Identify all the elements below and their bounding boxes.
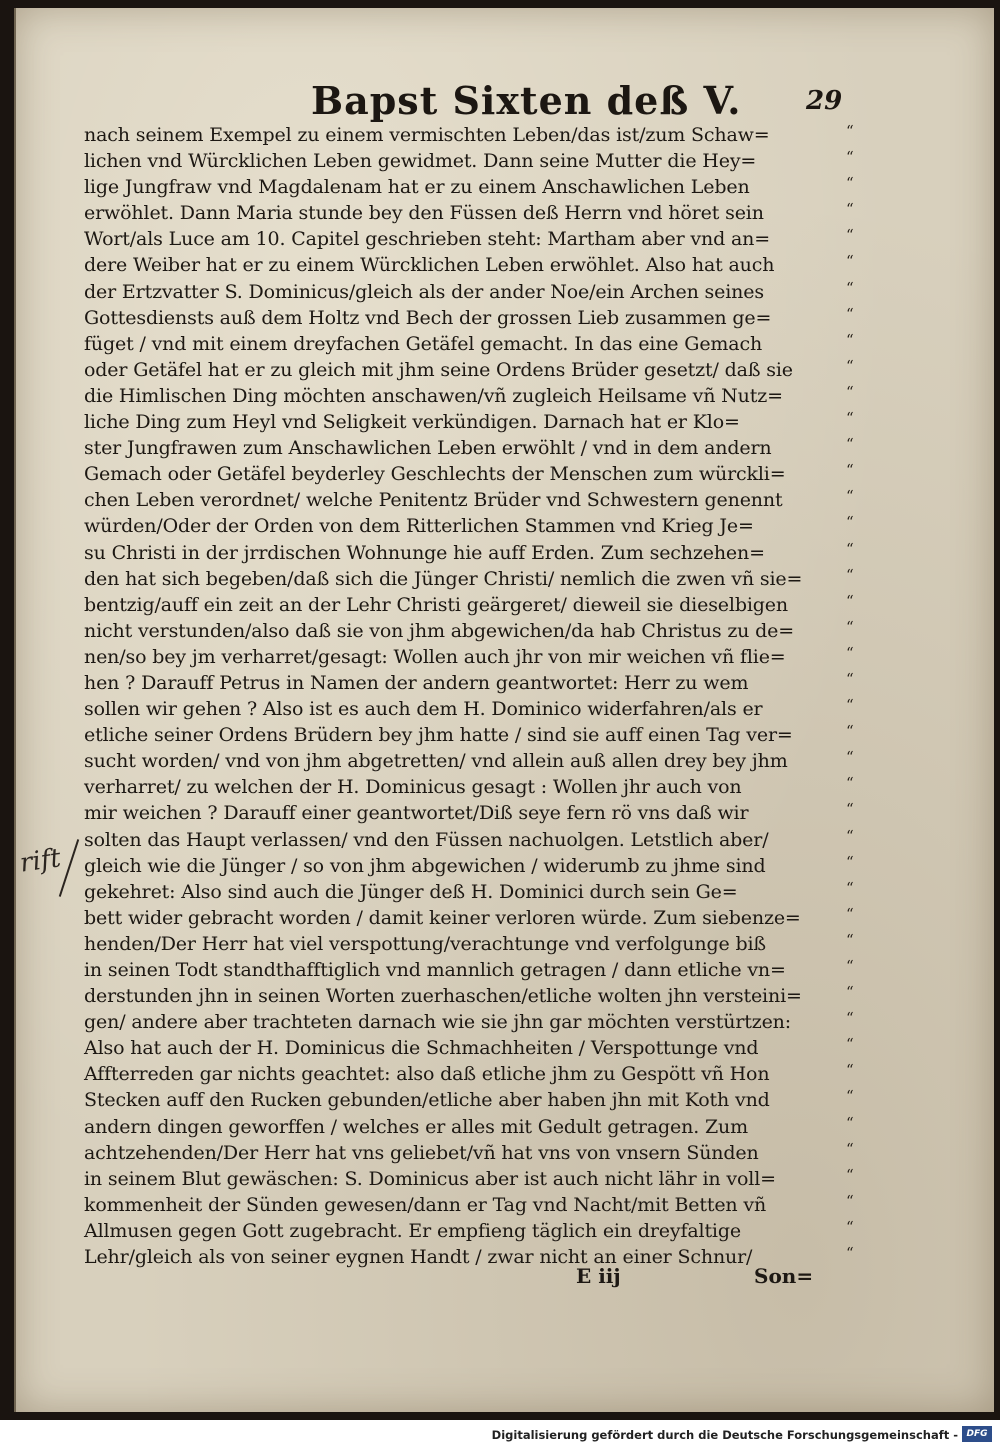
quote-mark: “ xyxy=(846,800,854,819)
text-line: Gottesdiensts auß dem Holtz vnd Bech der grossen Lieb zusammen ge= xyxy=(84,306,772,329)
text-line: hen ? Darauff Petrus in Namen der andern geantwortet: Herr zu wem xyxy=(84,671,749,694)
quote-mark: “ xyxy=(846,774,854,793)
quote-mark: “ xyxy=(846,539,854,558)
text-line: henden/Der Herr hat viel verspottung/verachtunge vnd verfolgunge biß xyxy=(84,932,766,955)
quote-mark: “ xyxy=(846,148,854,167)
running-title: Bapst Sixten deß V. xyxy=(311,78,742,123)
body-text xyxy=(84,122,844,1270)
quote-mark: “ xyxy=(846,409,854,428)
text-line: oder Getäfel hat er zu gleich mit jhm seine Ordens Brüder gesetzt/ daß sie xyxy=(84,358,793,381)
quote-mark: “ xyxy=(846,1139,854,1158)
text-line: kommenheit der Sünden gewesen/dann er Tag vnd Nacht/mit Betten vñ xyxy=(84,1193,767,1216)
text-line: dere Weiber hat er zu einem Würcklichen Leben erwöhlet. Also hat auch xyxy=(84,254,775,277)
text-line: füget / vnd mit einem dreyfachen Getäfel gemacht. In das eine Gemach xyxy=(84,332,763,355)
quote-mark: “ xyxy=(846,487,854,506)
text-line: in seinen Todt standthafftiglich vnd mannlich getragen / dann etliche vn= xyxy=(84,959,786,981)
text-line: sucht worden/ vnd von jhm abgetretten/ vnd allein auß allen drey bey jhm xyxy=(84,750,788,773)
quote-mark: “ xyxy=(846,304,854,323)
text-line: Also hat auch der H. Dominicus die Schmachheiten / Verspottunge vnd xyxy=(84,1037,759,1060)
text-line: bett wider gebracht worden / damit keiner verloren würde. Zum siebenze= xyxy=(84,906,801,929)
text-line: chen Leben verordnet/ welche Penitentz Brüder vnd Schwestern genennt xyxy=(84,489,783,512)
text-line: würden/Oder der Orden von dem Ritterlichen Stammen vnd Krieg Je= xyxy=(84,515,754,538)
book-page xyxy=(14,8,994,1412)
quote-mark: “ xyxy=(846,878,854,897)
text-line: liche Ding zum Heyl vnd Seligkeit verkündigen. Darnach hat er Klo= xyxy=(84,411,740,434)
quote-mark: “ xyxy=(846,748,854,767)
text-line: andern dingen geworffen / welches er alles mit Gedult getragen. Zum xyxy=(84,1115,749,1138)
text-line: sollen wir gehen ? Also ist es auch dem H. Dominico widerfahren/als er xyxy=(84,698,763,721)
text-line: Stecken auff den Rucken gebunden/etliche aber haben jhn mit Koth vnd xyxy=(84,1089,770,1112)
quote-mark: “ xyxy=(846,669,854,688)
text-line: achtzehenden/Der Herr hat vns geliebet/vñ hat vns von vnsern Sünden xyxy=(84,1141,759,1164)
text-line: verharret/ zu welchen der H. Dominicus gesagt : Wollen jhr auch von xyxy=(84,776,742,799)
text-line: erwöhlet. Dann Maria stunde bey den Füssen deß Herrn vnd höret sein xyxy=(84,202,764,225)
text-line: bentzig/auff ein zeit an der Lehr Christi geärgeret/ dieweil sie dieselbigen xyxy=(84,593,788,616)
quote-mark: “ xyxy=(846,174,854,193)
quote-mark: “ xyxy=(846,1061,854,1080)
quote-mark: “ xyxy=(846,278,854,297)
text-line: in seinem Blut gewäschen: S. Dominicus aber ist auch nicht lähr in voll= xyxy=(84,1167,776,1190)
dfg-logo: DFG xyxy=(962,1426,992,1442)
quote-mark: “ xyxy=(846,200,854,219)
quote-mark: “ xyxy=(846,1009,854,1028)
text-line: ster Jungfrawen zum Anschawlichen Leben erwöhlt / vnd in dem andern xyxy=(84,437,772,460)
quote-mark: “ xyxy=(846,722,854,741)
quote-mark: “ xyxy=(846,1244,854,1263)
quote-mark: “ xyxy=(846,1217,854,1236)
quote-mark: “ xyxy=(846,983,854,1002)
quote-mark: “ xyxy=(846,591,854,610)
quote-mark: “ xyxy=(846,1191,854,1210)
quote-mark: “ xyxy=(846,1035,854,1054)
quote-mark: “ xyxy=(846,696,854,715)
text-line: nach seinem Exempel zu einem vermischten Leben/das ist/zum Schaw= xyxy=(84,124,770,146)
text-line: gen/ andere aber trachteten darnach wie sie jhn gar möchten verstürtzen: xyxy=(84,1011,792,1034)
quote-mark: “ xyxy=(846,852,854,871)
quote-mark: “ xyxy=(846,1113,854,1132)
catchword: Son= xyxy=(754,1264,814,1288)
quote-mark: “ xyxy=(846,1087,854,1106)
marginal-quote-marks xyxy=(846,118,876,1266)
quote-mark: “ xyxy=(846,330,854,349)
handwritten-margin-note: rift xyxy=(18,843,63,879)
text-line: Gemach oder Getäfel beyderley Geschlechts der Menschen zum würckli= xyxy=(84,463,786,486)
text-line: Lehr/gleich als von seiner eygnen Handt / zwar nicht an einer Schnur/ xyxy=(84,1246,753,1269)
quote-mark: “ xyxy=(846,435,854,454)
folio-number: 29 xyxy=(806,86,843,116)
footer-bar xyxy=(0,1420,1000,1452)
text-line: gekehret: Also sind auch die Jünger deß H. Dominici durch sein Ge= xyxy=(84,880,738,903)
text-line: derstunden jhn in seinen Worten zuerhaschen/etliche wolten jhn versteini= xyxy=(84,985,802,1008)
text-line: nen/so bey jm verharret/gesagt: Wollen auch jhr von mir weichen vñ flie= xyxy=(84,645,786,668)
quote-mark: “ xyxy=(846,565,854,584)
quote-mark: “ xyxy=(846,356,854,375)
quote-mark: “ xyxy=(846,226,854,245)
text-line: su Christi in der jrrdischen Wohnunge hie auff Erden. Zum sechzehen= xyxy=(84,541,765,564)
quote-mark: “ xyxy=(846,513,854,532)
text-line: der Ertzvatter S. Dominicus/gleich als der ander Noe/ein Archen seines xyxy=(84,280,764,303)
text-line: Allmusen gegen Gott zugebracht. Er empfieng täglich ein dreyfaltige xyxy=(84,1219,741,1242)
quote-mark: “ xyxy=(846,930,854,949)
text-line: mir weichen ? Darauff einer geantwortet/Diß seye fern rö vns daß wir xyxy=(84,802,749,825)
text-line: lige Jungfraw vnd Magdalenam hat er zu einem Anschawlichen Leben xyxy=(84,176,750,199)
text-line: den hat sich begeben/daß sich die Jünger Christi/ nemlich die zwen vñ sie= xyxy=(84,567,803,590)
text-line: Wort/als Luce am 10. Capitel geschrieben steht: Martham aber vnd an= xyxy=(84,228,771,251)
text-line: lichen vnd Würcklichen Leben gewidmet. Dann seine Mutter die Hey= xyxy=(84,150,757,173)
text-line: etliche seiner Ordens Brüdern bey jhm hatte / sind sie auff einen Tag ver= xyxy=(84,724,793,747)
quote-mark: “ xyxy=(846,1165,854,1184)
signature-mark: E iij xyxy=(576,1264,621,1288)
text-line: die Himlischen Ding möchten anschawen/vñ zugleich Heilsame vñ Nutz= xyxy=(84,384,783,407)
text-line: gleich wie die Jünger / so von jhm abgewichen / widerumb zu jhme sind xyxy=(84,854,766,877)
quote-mark: “ xyxy=(846,904,854,923)
text-line: nicht verstunden/also daß sie von jhm abgewichen/da hab Christus zu de= xyxy=(84,619,795,642)
text-line: solten das Haupt verlassen/ vnd den Füssen nachuolgen. Letstlich aber/ xyxy=(84,828,769,851)
quote-mark: “ xyxy=(846,826,854,845)
quote-mark: “ xyxy=(846,957,854,975)
quote-mark: “ xyxy=(846,382,854,401)
funding-credit: Digitalisierung gefördert durch die Deutsche Forschungsgemeinschaft - xyxy=(491,1428,958,1442)
quote-mark: “ xyxy=(846,461,854,480)
quote-mark: “ xyxy=(846,617,854,636)
quote-mark: “ xyxy=(846,252,854,271)
quote-mark: “ xyxy=(846,643,854,662)
quote-mark: “ xyxy=(846,122,854,140)
text-line: Affterreden gar nichts geachtet: also daß etliche jhm zu Gespött vñ Hon xyxy=(84,1063,770,1086)
